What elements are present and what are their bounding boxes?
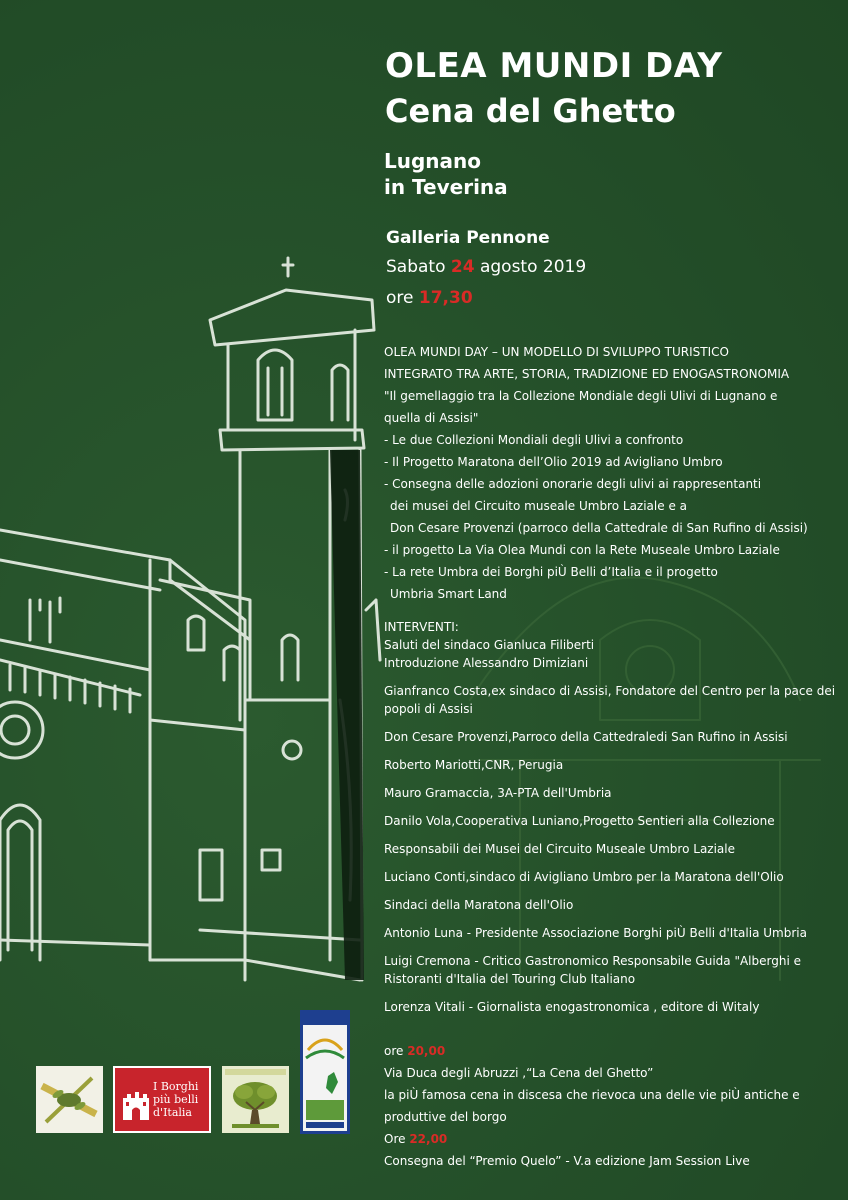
- evening-line: la piÙ famosa cena in discesa che rievoca una delle vie piÙ antiche e: [384, 1088, 800, 1102]
- borghi-logo: [113, 1066, 211, 1133]
- time2-prefix: Ore: [384, 1132, 410, 1146]
- speaker: Luciano Conti,sindaco di Avigliano Umbro per la Maratona dell'Olio: [384, 870, 784, 884]
- borghi-line1: I Borghi: [153, 1080, 199, 1093]
- time2-value: 22,00: [409, 1132, 448, 1146]
- time-prefix: ore: [386, 288, 419, 308]
- program-line: Don Cesare Provenzi (parroco della Cattedrale di San Rufino di Assisi): [390, 521, 808, 535]
- location-line2: in Teverina: [384, 175, 508, 199]
- event-date: [386, 257, 586, 277]
- speaker: Danilo Vola,Cooperativa Luniano,Progetto Sentieri alla Collezione: [384, 814, 775, 828]
- sponsor-logos: [36, 1010, 356, 1140]
- time1-prefix: ore: [384, 1044, 408, 1058]
- program-line: INTEGRATO TRA ARTE, STORIA, TRADIZIONE ED ENOGASTRONOMIA: [384, 367, 790, 381]
- borghi-line3: d'Italia: [153, 1106, 192, 1119]
- program-line: "Il gemellaggio tra la Collezione Mondiale degli Ulivi di Lugnano e: [384, 389, 778, 403]
- program-line: - Le due Collezioni Mondiali degli Ulivi a confronto: [384, 433, 684, 447]
- location-line1: Lugnano: [384, 149, 482, 173]
- interventi: [384, 618, 844, 1016]
- title-line2: Cena del Ghetto: [385, 92, 676, 130]
- evening: [384, 1040, 844, 1172]
- time-value: 17,30: [418, 288, 473, 308]
- interventi-intro: Saluti del sindaco Gianluca Filiberti: [384, 638, 595, 652]
- title-line1: OLEA MUNDI DAY: [385, 46, 723, 86]
- program-line: quella di Assisi": [384, 411, 479, 425]
- speaker: Lorenza Vitali - Giornalista enogastronomica , editore di Witaly: [384, 1000, 760, 1014]
- speaker: Gianfranco Costa,ex sindaco di Assisi, Fondatore del Centro per la pace dei popoli di Assisi: [384, 684, 836, 716]
- program-line: OLEA MUNDI DAY – UN MODELLO DI SVILUPPO TURISTICO: [384, 345, 729, 359]
- borghi-text: [153, 1080, 198, 1119]
- castle-icon: [121, 1086, 151, 1120]
- program-line: - il progetto La Via Olea Mundi con la Rete Museale Umbro Laziale: [384, 543, 780, 557]
- speaker: Don Cesare Provenzi,Parroco della Cattedraledi San Rufino in Assisi: [384, 730, 788, 744]
- date-day: 24: [450, 257, 475, 277]
- evening-line: produttive del borgo: [384, 1110, 507, 1124]
- evening-line: Via Duca degli Abruzzi ,“La Cena del Ghetto”: [384, 1066, 654, 1080]
- program-line: - La rete Umbra dei Borghi piÙ Belli d’Italia e il progetto: [384, 565, 718, 579]
- program-line: - Consegna delle adozioni onorarie degli ulivi ai rappresentanti: [384, 477, 762, 491]
- program-line: Umbria Smart Land: [390, 587, 507, 601]
- museum-network-logo: [300, 1010, 350, 1134]
- speaker: Luigi Cremona - Critico Gastronomico Responsabile Guida "Alberghi e Ristoranti d'Italia del Touring Club Italiano: [384, 954, 801, 986]
- date-prefix: Sabato: [386, 257, 451, 277]
- evening-time1: [384, 1040, 844, 1062]
- date-suffix: agosto 2019: [474, 257, 587, 277]
- venue: Galleria Pennone: [386, 228, 550, 248]
- speaker: Sindaci della Maratona dell'Olio: [384, 898, 574, 912]
- evening-time2: [384, 1128, 844, 1150]
- location: [384, 148, 508, 200]
- borghi-line2: più belli: [153, 1093, 199, 1106]
- speaker: Responsabili dei Musei del Circuito Museale Umbro Laziale: [384, 842, 735, 856]
- program: [384, 341, 844, 605]
- speaker: Antonio Luna - Presidente Associazione Borghi piÙ Belli d'Italia Umbria: [384, 926, 807, 940]
- program-line: - Il Progetto Maratona dell’Olio 2019 ad Avigliano Umbro: [384, 455, 723, 469]
- speaker: Roberto Mariotti,CNR, Perugia: [384, 758, 564, 772]
- speaker: Mauro Gramaccia, 3A-PTA dell'Umbria: [384, 786, 612, 800]
- time1-value: 20,00: [407, 1044, 446, 1058]
- evening-line: Consegna del “Premio Quelo” - V.a edizione Jam Session Live: [384, 1154, 750, 1168]
- olive-tree-logo: [222, 1066, 289, 1133]
- interventi-heading: INTERVENTI:: [384, 620, 459, 634]
- program-line: dei musei del Circuito museale Umbro Laziale e a: [390, 499, 687, 513]
- olive-collection-logo: [36, 1066, 103, 1133]
- event-time: [386, 288, 473, 308]
- interventi-intro: Introduzione Alessandro Dimiziani: [384, 656, 589, 670]
